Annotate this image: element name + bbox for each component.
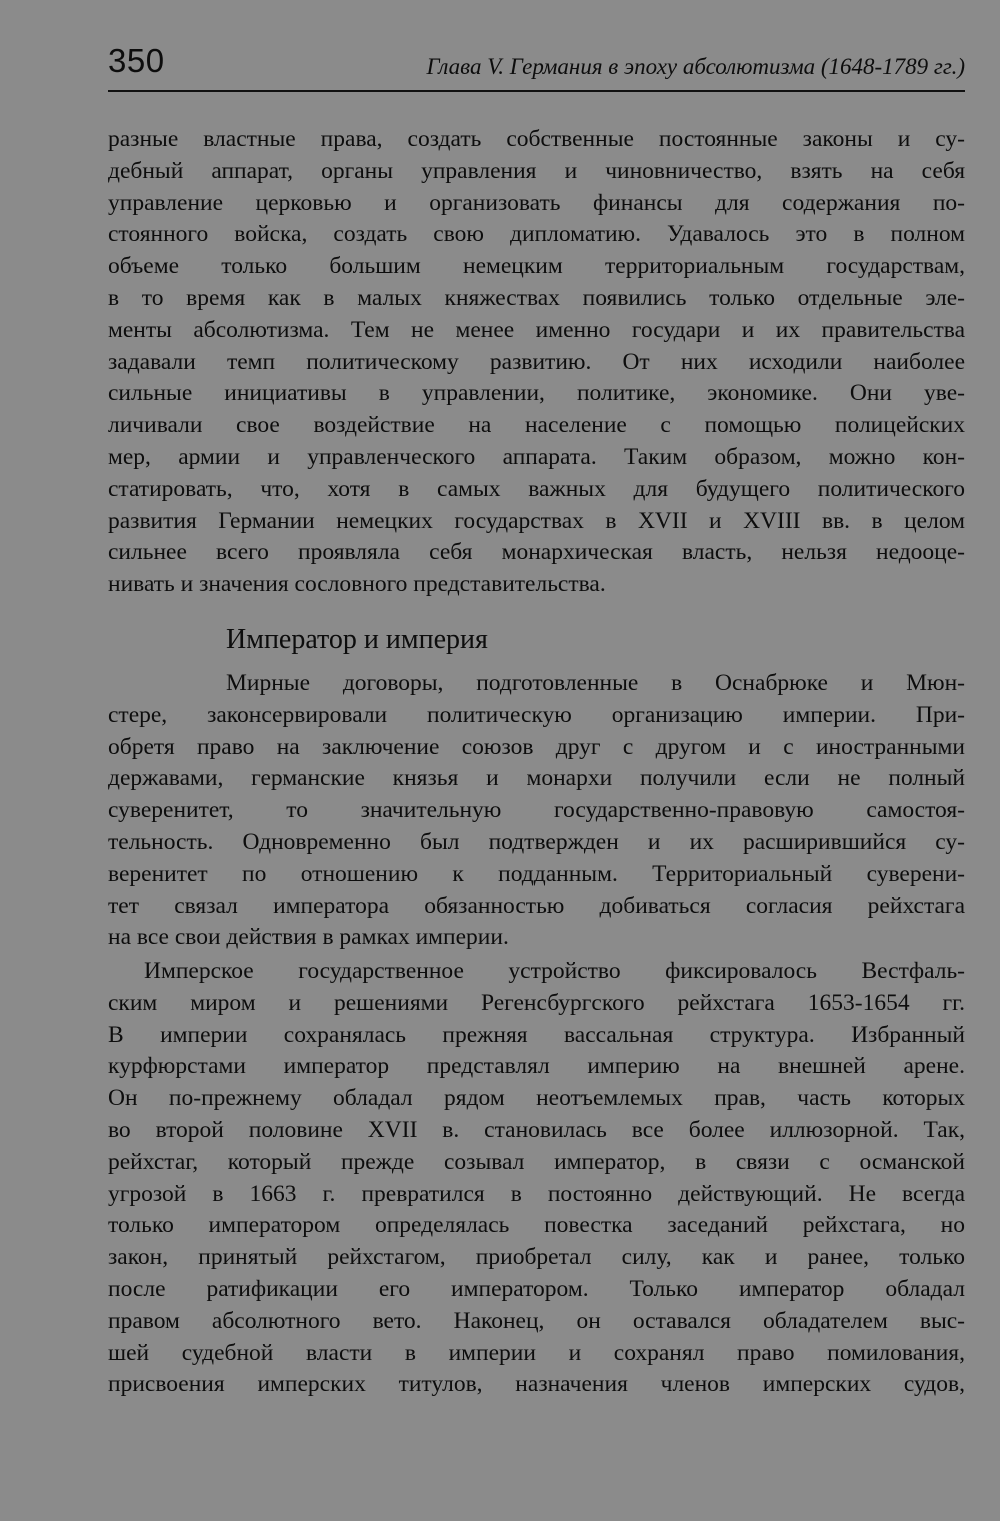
section-heading: Император и империя	[226, 624, 488, 655]
text-line: в то время как в малых княжествах появились только отдельные эле-	[108, 284, 965, 311]
text-line: В империи сохранялась прежняя вассальная структура. Избранный	[108, 1021, 965, 1048]
text-line: статировать, что, хотя в самых важных для будущего политического	[108, 475, 965, 502]
text-line: развития Германии немецких государствах в XVII и XVIII вв. в целом	[108, 507, 965, 534]
text-line: задавали темп политическому развитию. От них исходили наиболее	[108, 348, 965, 375]
text-line: обретя право на заключение союзов друг с другом и с иностранными	[108, 733, 965, 760]
text-line: тельность. Одновременно был подтвержден и их расширившийся су-	[108, 828, 965, 855]
paragraph-3	[108, 956, 965, 1401]
text-line: объеме только большим немецким территориальным государствам,	[108, 253, 965, 280]
text-line: дебный аппарат, органы управления и чиновничество, взять на себя	[108, 157, 965, 184]
text-line: мер, армии и управленческого аппарата. Таким образом, можно кон-	[108, 443, 965, 470]
text-line: тет связал императора обязанностью добиваться согласия рейхстага	[108, 892, 965, 919]
text-line: угрозой в 1663 г. превратился в постоянно действующий. Не всегда	[108, 1180, 965, 1207]
text-line: нивать и значения сословного представительства.	[108, 571, 606, 598]
text-line: личивали свое воздействие на население с помощью полицейских	[108, 412, 965, 439]
text-line: управление церковью и организовать финансы для содержания по-	[108, 189, 965, 216]
text-line: менты абсолютизма. Тем не менее именно государи и их правительства	[108, 316, 965, 343]
paragraph-1	[108, 124, 965, 601]
text-line: после ратификации его императором. Только император обладал	[108, 1275, 965, 1302]
text-line: стоянного войска, создать свою дипломатию. Удавалось это в полном	[108, 221, 965, 248]
text-line: на все свои действия в рамках империи.	[108, 924, 509, 951]
text-line: Имперское государственное устройство фиксировалось Вестфаль-	[144, 958, 965, 984]
page-header	[108, 38, 965, 92]
text-line: сильные инициативы в управлении, политике, экономике. Они уве-	[108, 380, 965, 407]
text-line: веренитет по отношению к подданным. Территориальный суверени-	[108, 860, 965, 887]
text-line: рейхстаг, который прежде созывал император, в связи с османской	[108, 1148, 965, 1175]
text-line: правом абсолютного вето. Наконец, он оставался обладателем выс-	[108, 1307, 965, 1334]
text-line: ским миром и решениями Регенсбургского рейхстага 1653-1654 гг.	[108, 989, 965, 1016]
text-line: суверенитет, то значительную государственно-правовую самостоя-	[108, 797, 965, 824]
text-line: курфюрстами император представлял империю на внешней арене.	[108, 1053, 965, 1080]
text-line: шей судебной власти в империи и сохранял право помилования,	[108, 1339, 965, 1366]
text-line: сильнее всего проявляла себя монархическая власть, нельзя недооце-	[108, 539, 965, 566]
text-line: присвоения имперских титулов, назначения членов имперских судов,	[108, 1371, 965, 1398]
page-number: 350	[108, 42, 165, 79]
paragraph-2	[108, 668, 965, 954]
text-line: во второй половине XVII в. становилась все более иллюзорной. Так,	[108, 1116, 965, 1143]
text-line: только императором определялась повестка заседаний рейхстага, но	[108, 1212, 965, 1239]
running-head: Глава V. Германия в эпоху абсолютизма (1648-1789 гг.)	[426, 54, 965, 79]
text-line: разные властные права, создать собственные постоянные законы и су-	[108, 126, 965, 152]
text-line: стере, законсервировали политическую организацию империи. При-	[108, 701, 965, 728]
text-line: закон, принятый рейхстагом, приобретал силу, как и ранее, только	[108, 1244, 965, 1271]
text-line: Мирные договоры, подготовленные в Оснабрюке и Мюн-	[226, 670, 965, 696]
text-line: державами, германские князья и монархи получили если не полный	[108, 765, 965, 792]
text-line: Он по-прежнему обладал рядом неотъемлемых прав, часть которых	[108, 1085, 965, 1112]
